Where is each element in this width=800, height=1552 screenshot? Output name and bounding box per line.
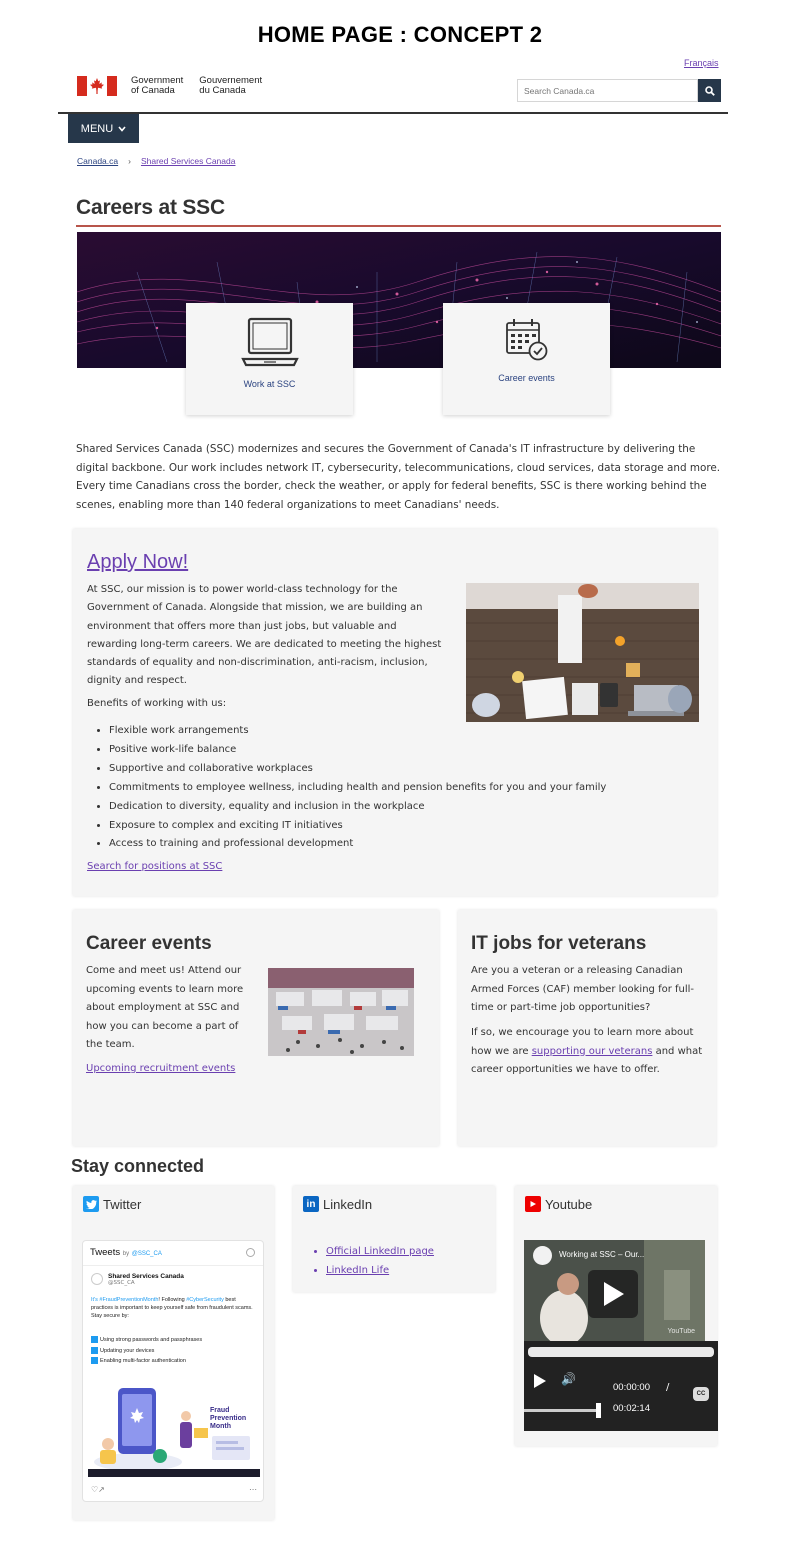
tweet-text-mid: ! Following: [158, 1297, 187, 1303]
chevron-down-icon: [118, 126, 126, 132]
list-item: [91, 1356, 202, 1367]
office-desk-photo: [466, 583, 699, 722]
tile-label: Work at SSC: [243, 379, 296, 389]
card-title: IT jobs for veterans: [471, 933, 647, 954]
search-button[interactable]: [698, 79, 721, 102]
stay-connected-heading: Stay connected: [71, 1156, 205, 1176]
linkedin-icon: in: [303, 1196, 319, 1212]
apply-description: At SSC, our mission is to power world-class technology for the Government of Canada. Alongside that mission, we are building an environment that offers more than just jobs, but valuable and rewarding long-term careers. We are dedicated to meeting the highest standards of equality and non-discrimination, anti-racism, inclusion, dignity and respect.: [87, 584, 442, 687]
play-icon: [601, 1281, 625, 1307]
timeline-header: [90, 1247, 162, 1258]
search-positions-link[interactable]: Search for positions at SSC: [87, 861, 223, 872]
timeline-by: by: [122, 1251, 130, 1257]
list-item: [91, 1335, 202, 1346]
fraud-prevention-illustration: [88, 1378, 260, 1474]
list-item: • Dedication to diversity, equality and inclusion in the workplace: [109, 798, 606, 817]
breadcrumb-ssc[interactable]: Shared Services Canada: [140, 156, 236, 166]
veterans-followup: [471, 1024, 706, 1080]
time-separator: /: [666, 1382, 670, 1393]
recruitment-events-link[interactable]: Upcoming recruitment events: [86, 1063, 236, 1074]
svg-text:Month: Month: [210, 1423, 231, 1430]
list-item: • Commitments to employee wellness, including health and pension benefits for you and your family: [109, 779, 606, 798]
video-title[interactable]: Working at SSC – Our...: [559, 1250, 645, 1259]
video-player-controls: [524, 1341, 718, 1431]
heart-icon[interactable]: ♡: [91, 1485, 99, 1494]
list-item: • Flexible work arrangements: [109, 722, 606, 741]
breadcrumb: [77, 156, 235, 166]
linkedin-links: [326, 1242, 434, 1280]
menu-button[interactable]: [68, 114, 139, 143]
twitter-card: [73, 1186, 274, 1520]
tweet-author[interactable]: [91, 1273, 184, 1286]
avatar: [91, 1273, 103, 1285]
volume-icon[interactable]: 🔊: [561, 1372, 576, 1386]
checklist-text: Using strong passwords and passphrases: [100, 1337, 203, 1343]
youtube-card: [515, 1186, 717, 1446]
list-item: [91, 1346, 202, 1357]
svg-text:Fraud: Fraud: [210, 1407, 230, 1414]
total-time: 00:02:14: [613, 1403, 650, 1414]
wordmark-en-line1: Government: [131, 75, 184, 86]
concept-title: HOME PAGE : CONCEPT 2: [257, 22, 543, 47]
wordmark-en-line2: of Canada: [131, 85, 175, 96]
channel-logo: [533, 1246, 552, 1265]
benefits-list: [109, 722, 606, 854]
page-title: Careers at SSC: [76, 196, 225, 219]
checkbox-icon: [91, 1347, 98, 1354]
twitter-timeline-widget[interactable]: [82, 1240, 264, 1502]
career-events-card: [73, 910, 439, 1146]
canada-flag-icon: [77, 76, 117, 96]
maple-leaf-icon: [90, 78, 104, 94]
menu-label: MENU: [80, 122, 114, 135]
site-search: [517, 79, 721, 102]
intro-paragraph: Shared Services Canada (SSC) modernizes and secures the Government of Canada's IT infrastructure by delivering the digital backbone. Our work includes network IT, cybersecurity, telecommunications, cloud services, data storage and more. Every time Canadians cross the border, check the weather, or apply for federal benefits, SSC is there working behind the scenes, enabling more than 140 federal organizations to meet Canadians' needs.: [76, 443, 721, 511]
youtube-badge: YouTube: [667, 1328, 695, 1335]
government-wordmark: [131, 76, 278, 96]
list-item: • Exposure to complex and exciting IT initiatives: [109, 817, 606, 836]
language-toggle-link[interactable]: Français: [684, 58, 719, 68]
tweet-text: [91, 1296, 257, 1320]
play-button[interactable]: [533, 1373, 547, 1389]
play-overlay-button[interactable]: [588, 1270, 638, 1318]
hero-banner-image: [77, 232, 721, 368]
youtube-heading: [525, 1196, 592, 1212]
benefits-heading: Benefits of working with us:: [87, 698, 227, 709]
linkedin-card: [293, 1186, 495, 1292]
tweet-hashtag[interactable]: It's #FraudPreventionMonth: [91, 1297, 159, 1303]
wordmark-fr-line2: du Canada: [199, 85, 246, 96]
linkedin-label: LinkedIn: [323, 1196, 373, 1212]
timeline-handle[interactable]: @SSC_CA: [131, 1251, 162, 1257]
wordmark-fr-line1: Gouvernement: [199, 75, 263, 86]
tweet-author-handle: @SSC_CA: [108, 1280, 135, 1286]
list-item: [326, 1261, 434, 1280]
apply-now-panel: [73, 529, 717, 896]
career-fair-photo: [268, 968, 414, 1056]
linkedin-life-link[interactable]: LinkedIn Life: [326, 1265, 390, 1276]
more-icon[interactable]: ⋯: [249, 1485, 257, 1494]
tweet-actions: [91, 1485, 257, 1494]
list-item: • Positive work-life balance: [109, 741, 606, 760]
timeline-title: Tweets: [90, 1247, 121, 1258]
twitter-heading: [83, 1196, 141, 1212]
captions-button[interactable]: CC: [693, 1387, 709, 1401]
list-item: [326, 1242, 434, 1261]
header-divider: [58, 112, 728, 114]
tweet-hashtag[interactable]: #CyberSecurity: [186, 1297, 224, 1303]
video-thumbnail[interactable]: [524, 1240, 705, 1343]
apply-now-link[interactable]: Apply Now!: [87, 551, 189, 573]
calendar-check-icon: [504, 317, 550, 363]
government-of-canada-signature[interactable]: [77, 76, 278, 96]
card-title: Career events: [86, 933, 212, 954]
events-description: Come and meet us! Attend our upcoming events to learn more about employment at SSC and how you can become a part of the team.: [86, 965, 244, 1050]
veterans-card: [458, 910, 716, 1146]
tile-label: Career events: [498, 373, 555, 383]
veterans-text-before: If so, we encourage you to learn more about how we are: [471, 1027, 694, 1057]
linkedin-official-link[interactable]: Official LinkedIn page: [326, 1246, 434, 1257]
progress-bar[interactable]: [528, 1347, 714, 1357]
info-icon[interactable]: [246, 1248, 255, 1257]
youtube-label: Youtube: [545, 1196, 593, 1212]
tile-career-events[interactable]: [443, 303, 610, 415]
linkedin-heading: [303, 1196, 372, 1212]
twitter-label: Twitter: [103, 1196, 142, 1212]
checkbox-icon: [91, 1357, 98, 1364]
veterans-description: Are you a veteran or a releasing Canadian Armed Forces (CAF) member looking for full-time or part-time job opportunities?: [471, 965, 695, 1013]
tile-work-at-ssc[interactable]: [186, 303, 353, 415]
tweet-text-rest: best practices is important to keep yourself safe from fraudulent scams. Stay secure by:: [91, 1297, 253, 1319]
search-icon: [705, 86, 715, 96]
breadcrumb-canada[interactable]: Canada.ca: [77, 156, 119, 166]
volume-slider-handle[interactable]: [596, 1403, 601, 1418]
search-input[interactable]: [517, 79, 698, 102]
list-item: • Supportive and collaborative workplaces: [109, 760, 606, 779]
veterans-text-after: and what career opportunities we have to offer.: [471, 1045, 703, 1075]
breadcrumb-separator: ›: [128, 156, 131, 166]
tweet-checklist: [91, 1335, 202, 1367]
volume-slider-track[interactable]: [524, 1409, 601, 1412]
checklist-text: Enabling multi-factor authentication: [100, 1358, 186, 1364]
supporting-veterans-link[interactable]: supporting our veterans: [531, 1045, 653, 1057]
checkbox-icon: [91, 1336, 98, 1343]
list-item: • Access to training and professional development: [109, 835, 606, 854]
title-underline: [76, 225, 721, 227]
current-time: 00:00:00: [613, 1382, 650, 1393]
twitter-icon: [83, 1196, 99, 1212]
share-icon[interactable]: ↗: [98, 1485, 105, 1494]
tweet-author-name: Shared Services Canada: [108, 1273, 184, 1280]
svg-text:Prevention: Prevention: [210, 1415, 247, 1422]
checklist-text: Updating your devices: [100, 1347, 155, 1354]
laptop-icon: [241, 317, 299, 369]
youtube-icon: [525, 1196, 541, 1212]
